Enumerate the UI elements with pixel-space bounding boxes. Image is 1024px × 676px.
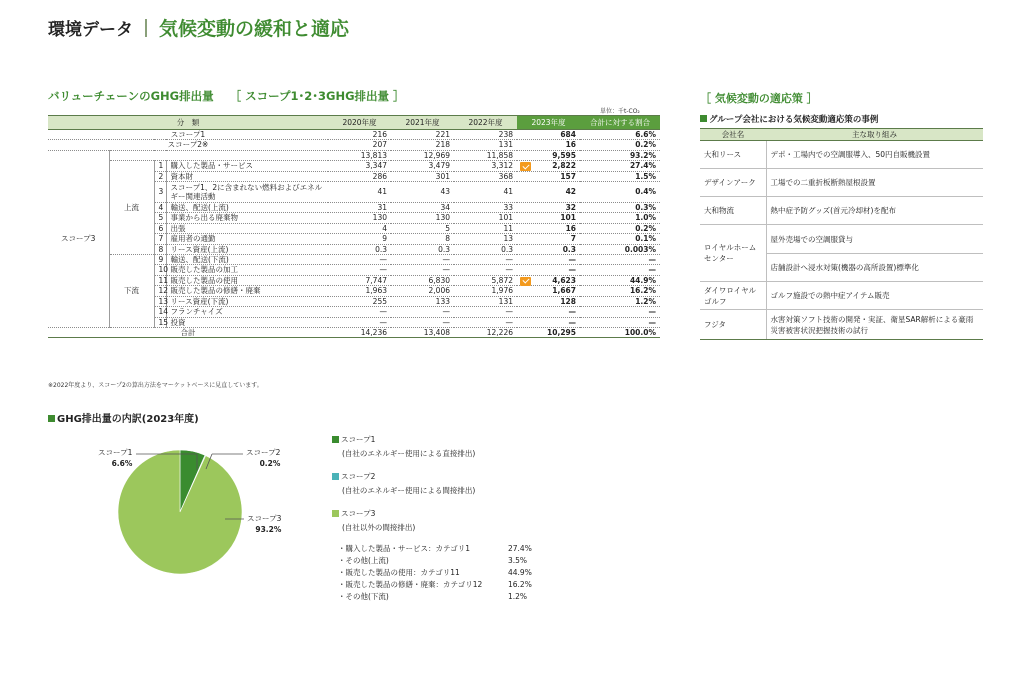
value-cell: 13,408 [391, 327, 454, 337]
value-cell: 3,347 [328, 161, 391, 171]
value-cell: 7,747 [328, 275, 391, 285]
downstream-label: 下流 [109, 255, 154, 328]
legend-name-scope2: スコープ2 [341, 472, 376, 481]
scope-label: スコープ1 [48, 130, 328, 140]
total-row [48, 327, 660, 337]
breakdown-row: ・その他(下流) 1.2% [338, 592, 528, 601]
col-header-share: 合計に対する割合 [580, 116, 660, 130]
category-number: 9 [154, 255, 166, 265]
legend-swatch-scope3 [332, 510, 339, 517]
col-header-2021: 2021年度 [391, 116, 454, 130]
value-cell: 12,969 [391, 150, 454, 160]
check-icon [520, 162, 531, 171]
category-number: 10 [154, 265, 166, 275]
scope3-breakdown [338, 543, 632, 603]
value-cell: — [391, 255, 454, 265]
value-cell: 33 [454, 203, 517, 213]
value-cell: 11,858 [454, 150, 517, 160]
value-cell: 16 [517, 140, 580, 150]
value-cell: 32 [517, 203, 580, 213]
breakdown-row: ・その他(上流) 3.5% [338, 556, 528, 565]
value-cell: 133 [391, 296, 454, 306]
category-name: 事業から出る廃棄物 [166, 213, 328, 223]
table-row [48, 255, 660, 265]
value-cell: 0.3 [517, 244, 580, 254]
share-cell: 44.9% [580, 275, 660, 285]
value-cell: 41 [454, 182, 517, 203]
value-cell: 128 [517, 296, 580, 306]
value-cell: 5 [391, 223, 454, 233]
legend-name-scope3: スコープ3 [341, 509, 376, 518]
pie-label-scope2-pct: 0.2% [259, 459, 281, 468]
share-cell: 0.4% [580, 182, 660, 203]
table-row [48, 150, 660, 160]
company-name: 大和リース [700, 141, 766, 169]
breakdown-row: ・販売した製品の修繕・廃棄：カテゴリ12 16.2% [338, 580, 532, 589]
value-cell: 13 [454, 234, 517, 244]
value-cell: 1,667 [517, 286, 580, 296]
company-action: 店舗設計へ浸水対策(機器の高所設置)標準化 [766, 254, 983, 282]
col-header-2020: 2020年度 [328, 116, 391, 130]
value-cell: 255 [328, 296, 391, 306]
ghg-title: バリューチェーンのGHG排出量 [48, 89, 214, 103]
value-cell: 3,479 [391, 161, 454, 171]
adaptation-title: ［ 気候変動の適応策 ］ [700, 92, 818, 105]
ghg-subtitle: ［ スコープ1･2･3GHG排出量 ］ [229, 89, 405, 103]
category-number: 13 [154, 296, 166, 306]
company-action: デポ・工場内での空調服導入、50円自販機設置 [766, 141, 983, 169]
value-cell: — [517, 317, 580, 327]
share-cell: 0.2% [580, 223, 660, 233]
legend-desc-scope1: (自社のエネルギー使用による直接排出) [342, 449, 476, 458]
value-cell: 0.3 [328, 244, 391, 254]
company-name: ロイヤルホームセンター [700, 225, 766, 282]
value-cell: 13,813 [328, 150, 391, 160]
value-cell: 11 [454, 223, 517, 233]
value-cell: — [328, 317, 391, 327]
value-cell: — [517, 307, 580, 317]
value-cell: 10,295 [517, 327, 580, 337]
company-action: 屋外売場での空調服貸与 [766, 225, 983, 254]
value-cell: 101 [454, 213, 517, 223]
pie-label-scope2 [246, 447, 280, 469]
legend-swatch-scope1 [332, 436, 339, 443]
company-name: フジタ [700, 310, 766, 340]
table-row [700, 282, 983, 310]
value-cell: 31 [328, 203, 391, 213]
legend-item-scope1 [332, 434, 632, 459]
value-cell: — [517, 265, 580, 275]
value-cell: 6,830 [391, 275, 454, 285]
category-name: 出張 [166, 223, 328, 233]
pie-slice-スコープ3 [118, 450, 242, 574]
scope3-label: スコープ3 [48, 150, 109, 327]
category-name: 投資 [166, 317, 328, 327]
company-action: ゴルフ施設での熱中症アイテム販売 [766, 282, 983, 310]
value-cell: — [391, 265, 454, 275]
category-number: 5 [154, 213, 166, 223]
value-cell: 2,006 [391, 286, 454, 296]
chart-title: GHG排出量の内訳(2023年度) [48, 410, 199, 425]
col-header-2022: 2022年度 [454, 116, 517, 130]
pie-label-scope1 [98, 447, 132, 469]
category-number: 6 [154, 223, 166, 233]
breakdown-row: ・購入した製品・サービス：カテゴリ1 27.4% [338, 544, 532, 553]
share-cell: 1.0% [580, 213, 660, 223]
share-cell: 0.003% [580, 244, 660, 254]
value-cell: 9 [328, 234, 391, 244]
section-label: 環境データ [48, 20, 133, 40]
category-number: 8 [154, 244, 166, 254]
value-cell: 34 [391, 203, 454, 213]
value-cell: 101 [517, 213, 580, 223]
table-row [48, 161, 660, 171]
value-cell: 1,963 [328, 286, 391, 296]
value-cell: 16 [517, 223, 580, 233]
category-number: 12 [154, 286, 166, 296]
value-cell: 301 [391, 171, 454, 181]
value-cell: — [328, 307, 391, 317]
check-icon [520, 277, 531, 286]
total-label: 合計 [48, 327, 328, 337]
adaptation-subtitle: グループ会社における気候変動適応策の事例 [700, 113, 878, 125]
pie-label-scope3 [247, 513, 281, 535]
category-name: 販売した製品の使用 [166, 275, 328, 285]
value-cell: — [391, 317, 454, 327]
category-name: リース資産(下流) [166, 296, 328, 306]
share-cell: 1.2% [580, 296, 660, 306]
value-cell: 1,976 [454, 286, 517, 296]
value-cell: — [328, 265, 391, 275]
value-cell: — [454, 317, 517, 327]
value-cell: 218 [391, 140, 454, 150]
share-cell: 100.0% [580, 327, 660, 337]
value-cell: 286 [328, 171, 391, 181]
share-cell: — [580, 265, 660, 275]
category-name: フランチャイズ [166, 307, 328, 317]
value-cell: 2,822 [517, 161, 580, 171]
table-row [700, 310, 983, 340]
ghg-pie-chart [80, 440, 280, 640]
value-cell: — [391, 307, 454, 317]
legend-item-scope3 [332, 508, 632, 533]
table-row [48, 140, 660, 150]
unit-label: 単位：千t-CO₂ [600, 108, 640, 115]
value-cell: — [454, 255, 517, 265]
category-name: 輸送、配送(下流) [166, 255, 328, 265]
col-header-2023: 2023年度 [517, 116, 580, 130]
pie-legend [332, 434, 632, 603]
value-cell: 368 [454, 171, 517, 181]
col-header-category: 分 類 [48, 116, 328, 130]
ghg-section-title [48, 88, 405, 104]
scope-label: スコープ2※ [48, 140, 328, 150]
share-cell: — [580, 317, 660, 327]
category-name: 販売した製品の加工 [166, 265, 328, 275]
legend-desc-scope2: (自社のエネルギー使用による間接排出) [342, 486, 476, 495]
share-cell: — [580, 307, 660, 317]
company-action: 熱中症予防グッズ(首元冷却材)を配布 [766, 197, 983, 225]
footnote: ※2022年度より、スコープ2の算出方法をマーケットベースに見直しています。 [48, 382, 263, 389]
value-cell: 42 [517, 182, 580, 203]
value-cell: 130 [391, 213, 454, 223]
value-cell: 41 [328, 182, 391, 203]
value-cell: 12,226 [454, 327, 517, 337]
legend-desc-scope3: (自社以外の間接排出) [342, 523, 416, 532]
table-row [700, 225, 983, 254]
value-cell: 4 [328, 223, 391, 233]
value-cell: — [454, 307, 517, 317]
share-cell: 0.2% [580, 140, 660, 150]
share-cell: 93.2% [580, 150, 660, 160]
category-name: 販売した製品の修繕・廃棄 [166, 286, 328, 296]
category-name: スコープ1、2に含まれない燃料およびエネルギー関連活動 [166, 182, 328, 203]
share-cell: 0.3% [580, 203, 660, 213]
company-name: 大和物流 [700, 197, 766, 225]
share-cell: — [580, 255, 660, 265]
company-name: ダイワロイヤルゴルフ [700, 282, 766, 310]
value-cell: 684 [517, 130, 580, 140]
table-row [700, 197, 983, 225]
share-cell: 1.5% [580, 171, 660, 181]
value-cell: 131 [454, 296, 517, 306]
category-name: リース資産(上流) [166, 244, 328, 254]
share-cell: 6.6% [580, 130, 660, 140]
table-row [48, 130, 660, 140]
category-number: 7 [154, 234, 166, 244]
company-action: 水害対策ソフト技術の開発・実証、衛星SAR解析による豪雨災害被害状況把握技術の試行 [766, 310, 983, 340]
value-cell: 4,623 [517, 275, 580, 285]
value-cell: 207 [328, 140, 391, 150]
pie-label-scope1-name: スコープ1 [98, 448, 133, 457]
category-name: 輸送、配送(上流) [166, 203, 328, 213]
col-header-action: 主な取り組み [766, 129, 983, 141]
share-cell: 0.1% [580, 234, 660, 244]
breakdown-row: ・販売した製品の使用：カテゴリ11 44.9% [338, 568, 532, 577]
value-cell: 216 [328, 130, 391, 140]
legend-item-scope2 [332, 471, 632, 496]
value-cell: — [454, 265, 517, 275]
upstream-label: 上流 [109, 161, 154, 255]
header-divider [145, 19, 147, 37]
category-number: 14 [154, 307, 166, 317]
ghg-table [48, 115, 660, 338]
pie-label-scope3-pct: 93.2% [255, 525, 282, 534]
company-action: 工場での二重折板断熱屋根設置 [766, 169, 983, 197]
category-number: 4 [154, 203, 166, 213]
adaptation-header-row [700, 129, 983, 141]
scope3-total-blank [109, 150, 328, 160]
value-cell: 14,236 [328, 327, 391, 337]
ghg-header-row [48, 116, 660, 130]
value-cell: — [517, 255, 580, 265]
company-name: デザインアーク [700, 169, 766, 197]
share-cell: 16.2% [580, 286, 660, 296]
value-cell: 0.3 [391, 244, 454, 254]
legend-swatch-scope2 [332, 473, 339, 480]
value-cell: 8 [391, 234, 454, 244]
page-header [48, 14, 349, 41]
category-name: 雇用者の通勤 [166, 234, 328, 244]
table-row [700, 169, 983, 197]
category-number: 15 [154, 317, 166, 327]
legend-name-scope1: スコープ1 [341, 435, 376, 444]
page-title: 気候変動の緩和と適応 [159, 18, 350, 40]
category-name: 資本財 [166, 171, 328, 181]
category-number: 1 [154, 161, 166, 171]
value-cell: 221 [391, 130, 454, 140]
adaptation-table [700, 128, 983, 340]
category-number: 11 [154, 275, 166, 285]
pie-label-scope2-name: スコープ2 [246, 448, 281, 457]
value-cell: 238 [454, 130, 517, 140]
share-cell: 27.4% [580, 161, 660, 171]
pie-label-scope3-name: スコープ3 [247, 514, 282, 523]
value-cell: 43 [391, 182, 454, 203]
category-name: 購入した製品・サービス [166, 161, 328, 171]
value-cell: — [328, 255, 391, 265]
pie-label-scope1-pct: 6.6% [111, 459, 133, 468]
value-cell: 9,595 [517, 150, 580, 160]
category-number: 2 [154, 171, 166, 181]
value-cell: 0.3 [454, 244, 517, 254]
value-cell: 130 [328, 213, 391, 223]
value-cell: 157 [517, 171, 580, 181]
value-cell: 3,312 [454, 161, 517, 171]
value-cell: 7 [517, 234, 580, 244]
table-row [700, 141, 983, 169]
value-cell: 131 [454, 140, 517, 150]
category-number: 3 [154, 182, 166, 203]
col-header-company: 会社名 [700, 129, 766, 141]
value-cell: 5,872 [454, 275, 517, 285]
